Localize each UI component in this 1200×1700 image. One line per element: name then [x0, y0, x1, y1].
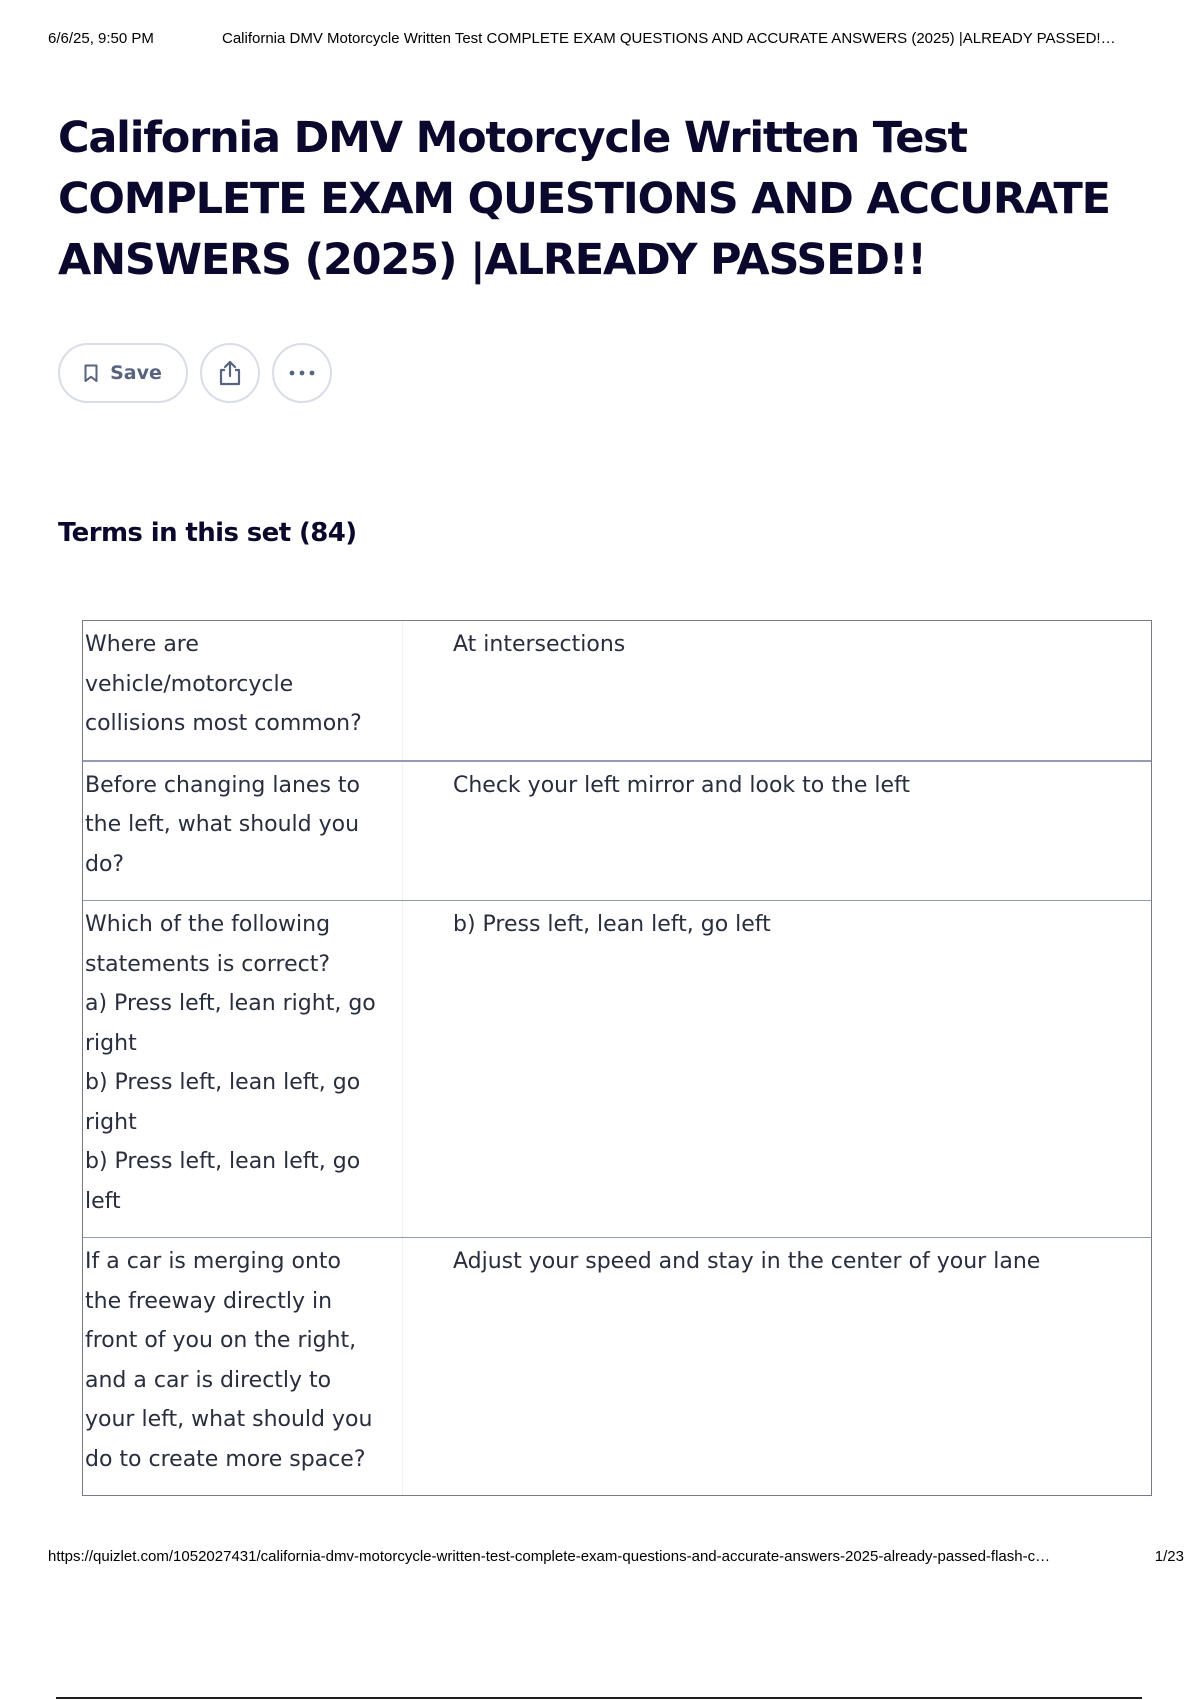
- save-label: Save: [110, 362, 162, 384]
- print-footer: [48, 1548, 1184, 1572]
- term-row: [83, 621, 1151, 760]
- term-text: Before changing lanes to the left, what should you do?: [83, 762, 403, 901]
- save-button[interactable]: [58, 343, 188, 403]
- term-row: [83, 1237, 1151, 1495]
- term-row: [83, 900, 1151, 1237]
- print-header: [48, 30, 1152, 54]
- page-number: 1/23: [1154, 1548, 1184, 1565]
- term-text: Which of the following statements is correct? a) Press left, lean right, go right b) Press left, lean left, go right b) Press left, lean left, go left: [83, 901, 403, 1237]
- page-title: California DMV Motorcycle Written Test COMPLETE EXAM QUESTIONS AND ACCURATE ANSWERS (2025) |ALREADY PASSED!!: [58, 113, 1110, 285]
- term-text: If a car is merging onto the freeway directly in front of you on the right, and a car is directly to your left, what should you do to create more space?: [83, 1238, 403, 1495]
- print-title: California DMV Motorcycle Written Test COMPLETE EXAM QUESTIONS AND ACCURATE ANSWERS (2025) |ALREADY PASSED!…: [222, 30, 1116, 47]
- set-actions: [58, 343, 332, 403]
- more-options-icon: [289, 370, 315, 376]
- definition-text: At intersections: [453, 632, 626, 657]
- definition-text: Adjust your speed and stay in the center of your lane: [453, 1249, 1041, 1274]
- terms-section-title: Terms in this set (84): [58, 518, 357, 548]
- page-divider: [56, 1697, 1142, 1699]
- terms-table: [82, 620, 1152, 1496]
- term-text: Where are vehicle/motorcycle collisions most common?: [83, 621, 403, 760]
- share-icon: [217, 359, 243, 387]
- share-button[interactable]: [200, 343, 260, 403]
- definition-text: Check your left mirror and look to the left: [453, 772, 910, 798]
- term-row: [83, 760, 1151, 901]
- print-date: 6/6/25, 9:50 PM: [48, 30, 154, 47]
- footer-url: https://quizlet.com/1052027431/california-dmv-motorcycle-written-test-complete-exam-questions-and-accurate-answers-2025-already-passed-flash-c…: [48, 1548, 1051, 1565]
- bookmark-icon: [84, 364, 98, 383]
- definition-text: b) Press left, lean left, go left: [453, 912, 771, 937]
- more-options-button[interactable]: [272, 343, 332, 403]
